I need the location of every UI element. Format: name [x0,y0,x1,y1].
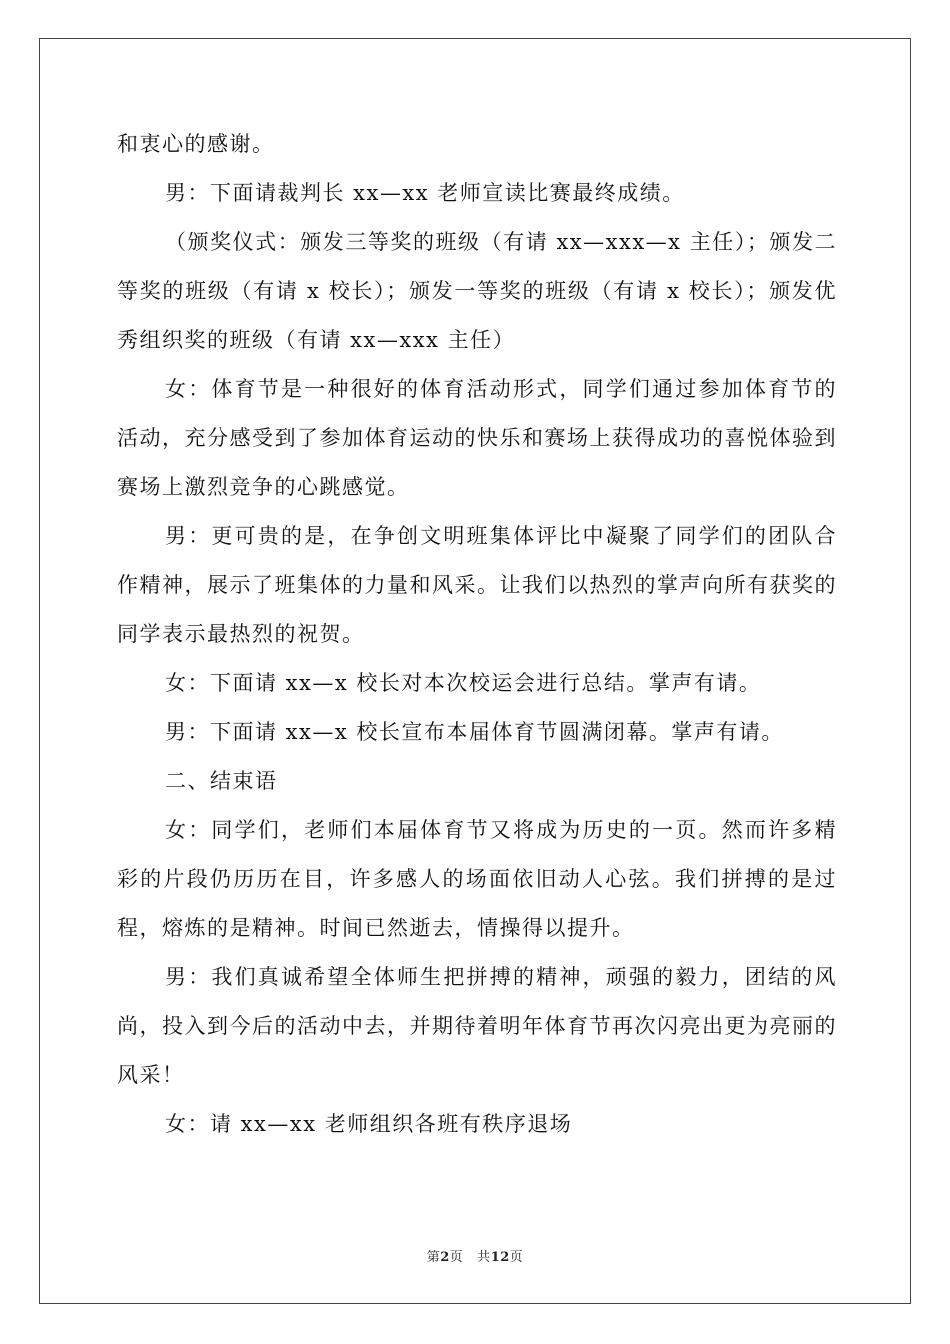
paragraph: （颁奖仪式：颁发三等奖的班级（有请 xx—xxx—x 主任）；颁发二等奖的班级（有请 x 校长）；颁发一等奖的班级（有请 x 校长）；颁发优秀组织奖的班级（有请 xx—xxx 主任） [117,230,837,352]
paragraph: 男：下面请裁判长 xx—xx 老师宣读比赛最终成绩。 [165,181,685,205]
total-suffix: 页 [509,1250,524,1265]
page-footer [0,1246,950,1265]
paragraph: 女：请 xx—xx 老师组织各班有秩序退场 [165,1112,573,1136]
total-pages: 12 [490,1250,510,1265]
paragraph: 女：体育节是一种很好的体育活动形式，同学们通过参加体育节的活动，充分感受到了参加体育运动的快乐和赛场上获得成功的喜悦体验到赛场上激烈竞争的心跳感觉。 [117,377,837,499]
paragraph: 男：更可贵的是，在争创文明班集体评比中凝聚了同学们的团队合作精神，展示了班集体的力量和风采。让我们以热烈的掌声向所有获奖的同学表示最热烈的祝贺。 [117,524,837,646]
total-prefix: 共 [477,1250,491,1265]
page-prefix: 第 [426,1250,441,1265]
page-number: 2 [440,1250,450,1265]
paragraph: 男：下面请 xx—x 校长宣布本届体育节圆满闭幕。掌声有请。 [165,720,784,744]
section-heading: 二、结束语 [165,769,278,793]
paragraph: 女：同学们，老师们本届体育节又将成为历史的一页。然而许多精彩的片段仍历历在目，许多感人的场面依旧动人心弦。我们拼搏的是过程，熔炼的是精神。时间已然逝去，情操得以提升。 [117,818,837,940]
page-suffix: 页 [449,1250,464,1265]
paragraph: 和衷心的感谢。 [117,132,275,156]
paragraph: 女：下面请 xx—x 校长对本次校运会进行总结。掌声有请。 [165,671,762,695]
paragraph: 男：我们真诚希望全体师生把拼搏的精神，顽强的毅力，团结的风尚，投入到今后的活动中去，并期待着明年体育节再次闪亮出更为亮丽的风采！ [117,965,837,1087]
document-body [117,120,837,1149]
